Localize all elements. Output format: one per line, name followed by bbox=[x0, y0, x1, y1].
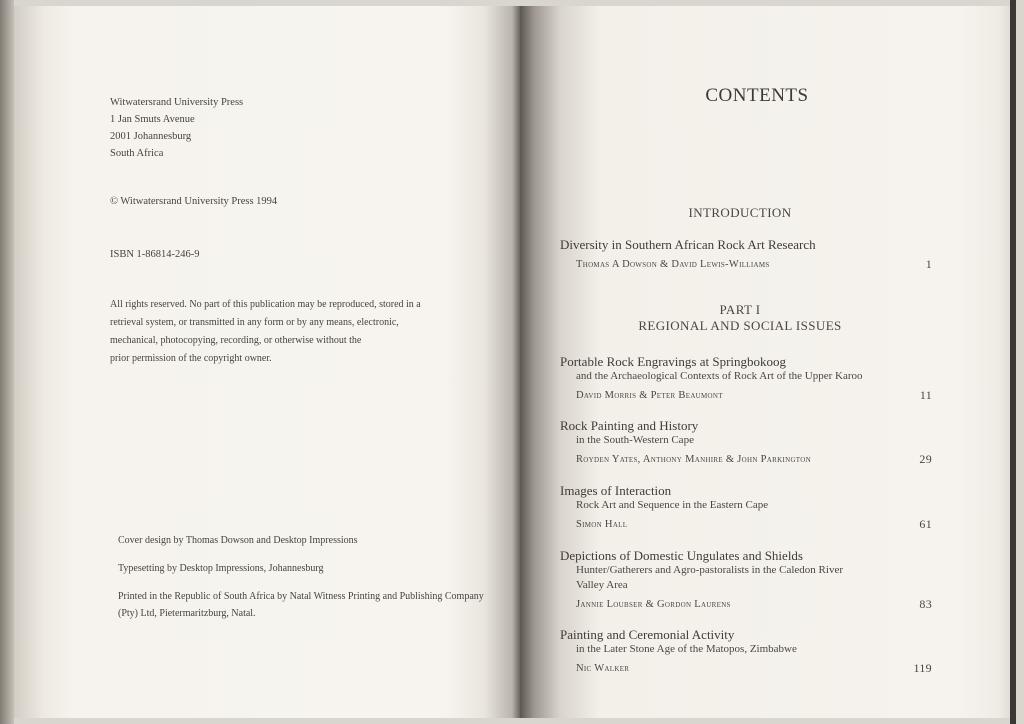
entry-authors bbox=[560, 661, 932, 676]
entry-authors-text: Thomas A Dowson & David Lewis-Williams bbox=[576, 259, 770, 270]
entry-title: Painting and Ceremonial Activity bbox=[560, 627, 735, 642]
entry-title: Diversity in Southern African Rock Art Research bbox=[560, 237, 816, 252]
entry-subtitle: Rock Art and Sequence in the Eastern Cape bbox=[576, 499, 769, 511]
entry-page-number: 11 bbox=[919, 388, 932, 402]
entry-title: Depictions of Domestic Ungulates and Shields bbox=[560, 548, 803, 563]
entry-authors bbox=[560, 257, 932, 272]
toc-entry bbox=[560, 237, 932, 272]
entry-subtitle: Valley Area bbox=[576, 579, 628, 591]
entry-title: Images of Interaction bbox=[560, 483, 672, 498]
entry-page-number: 1 bbox=[925, 257, 932, 271]
toc-entry bbox=[560, 483, 932, 532]
address-line: South Africa bbox=[110, 148, 164, 159]
printing-credit: Printed in the Republic of South Africa by Natal Witness Printing and Publishing Company (Pty) Ltd, Pietermaritzburg, Natal. bbox=[118, 591, 484, 619]
publisher-address bbox=[110, 94, 243, 162]
entry-title: Rock Painting and History bbox=[560, 418, 699, 433]
typesetting-credit: Typesetting by Desktop Impressions, Johannesburg bbox=[118, 563, 324, 574]
entry-page-number: 29 bbox=[919, 452, 932, 466]
address-line: Witwatersrand University Press bbox=[110, 97, 244, 108]
entry-authors bbox=[560, 388, 932, 403]
entry-page-number: 83 bbox=[919, 597, 932, 611]
rights-statement bbox=[110, 296, 470, 368]
entry-subtitle: in the Later Stone Age of the Matopos, Zimbabwe bbox=[576, 643, 797, 655]
entry-authors-text: Royden Yates, Anthony Manhire & John Parkington bbox=[576, 454, 811, 465]
entry-subtitle: and the Archaeological Contexts of Rock Art of the Upper Karoo bbox=[576, 370, 863, 382]
entry-authors-text: Nic Walker bbox=[576, 663, 630, 674]
entry-authors-text: Simon Hall bbox=[576, 519, 628, 530]
isbn: ISBN 1-86814-246-9 bbox=[110, 249, 200, 260]
toc-entry bbox=[560, 418, 932, 467]
toc-entry bbox=[560, 354, 932, 403]
rights-line: prior permission of the copyright owner. bbox=[110, 353, 272, 364]
toc-entry bbox=[560, 548, 932, 612]
entry-authors bbox=[560, 517, 932, 532]
address-line: 1 Jan Smuts Avenue bbox=[110, 114, 195, 125]
entry-page-number: 119 bbox=[913, 661, 932, 675]
toc-entry bbox=[560, 627, 932, 676]
part-heading bbox=[620, 302, 860, 334]
entry-page-number: 61 bbox=[919, 517, 932, 531]
contents-title: CONTENTS bbox=[705, 85, 809, 106]
production-credits bbox=[118, 532, 488, 633]
entry-subtitle: Hunter/Gatherers and Agro-pastoralists in the Caledon River bbox=[576, 564, 843, 576]
rights-line: mechanical, photocopying, recording, or otherwise without the bbox=[110, 335, 362, 346]
entry-authors-text: Jannie Loubser & Gordon Laurens bbox=[576, 599, 731, 610]
cover-design-credit: Cover design by Thomas Dowson and Desktop Impressions bbox=[118, 535, 358, 546]
entry-authors bbox=[560, 452, 932, 467]
entry-subtitle: in the South-Western Cape bbox=[576, 434, 694, 446]
rights-line: retrieval system, or transmitted in any form or by any means, electronic, bbox=[110, 317, 399, 328]
right-page-edge bbox=[1010, 0, 1016, 724]
entry-authors bbox=[560, 597, 932, 612]
address-line: 2001 Johannesburg bbox=[110, 131, 192, 142]
part-number: PART I bbox=[719, 302, 761, 317]
entry-authors-text: David Morris & Peter Beaumont bbox=[576, 390, 723, 401]
copyright-notice: © Witwatersrand University Press 1994 bbox=[110, 196, 278, 207]
part-title: REGIONAL AND SOCIAL ISSUES bbox=[638, 318, 842, 333]
entry-title: Portable Rock Engravings at Springbokoog bbox=[560, 354, 787, 369]
rights-line: All rights reserved. No part of this publication may be reproduced, stored in a bbox=[110, 299, 421, 310]
left-page-edge bbox=[0, 0, 14, 724]
introduction-heading: INTRODUCTION bbox=[688, 205, 792, 220]
